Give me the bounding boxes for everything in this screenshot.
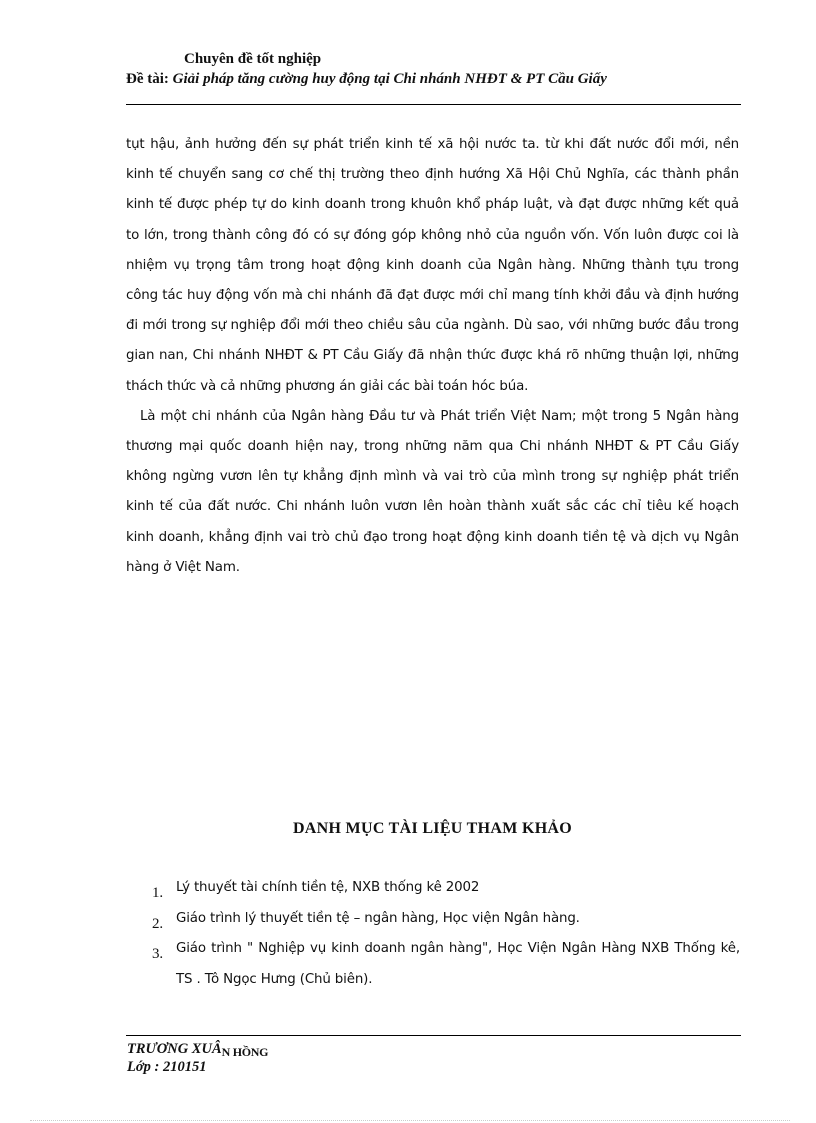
header-topic	[126, 69, 741, 89]
footer-divider	[126, 1035, 741, 1036]
header-divider	[126, 104, 741, 105]
reference-number: 3.	[152, 946, 163, 962]
footer-author-name: TRƯƠNG XUÂ	[127, 1041, 222, 1057]
reference-text: Giáo trình lý thuyết tiền tệ – ngân hàng, Học viện Ngân hàng.	[176, 910, 580, 926]
header-topic-title: Giải pháp tăng cường huy động tại Chi nhánh NHĐT & PT Cầu Giấy	[172, 71, 607, 87]
footer-class: Lớp : 210151	[127, 1059, 207, 1075]
reference-number: 2.	[152, 915, 163, 932]
page-header	[126, 49, 741, 89]
body-paragraph-1: tụt hậu, ảnh hưởng đến sự phát triển kinh tế xã hội nước ta. từ khi đất nước đổi mới, nền kinh tế chuyển sang cơ chế thị trường theo định hướng Xã Hội Chủ Nghĩa, các thành phần kinh tế được phép tự do kinh doanh trong khuôn khổ pháp luật, và đạt được những kết quả to lớn, trong thành công đó có sự đóng góp không nhỏ của nguồn vốn. Vốn luôn được coi là nhiệm vụ trọng tâm trong hoạt động kinh doanh của Ngân hàng. Những thành tựu trong công tác huy động vốn mà chi nhánh đã đạt được mới chỉ mang tính khởi đầu và định hướng đi mới trong sự nghiệp đổi mới theo chiều sâu của ngành. Dù sao, với những bước đầu trong gian nan, Chi nhánh NHĐT & PT Cầu Giấy đã nhận thức được khá rõ những thuận lợi, những thách thức và cả những phương án giải các bài toán hóc búa.	[126, 137, 739, 394]
body-paragraph-2: Là một chi nhánh của Ngân hàng Đầu tư và Phát triển Việt Nam; một trong 5 Ngân hàng thương mại quốc doanh hiện nay, trong những năm qua Chi nhánh NHĐT & PT Cầu Giấy không ngừng vươn lên tự khẳng định mình và vai trò của mình trong sự nghiệp phát triển kinh tế của đất nước. Chi nhánh luôn vươn lên hoàn thành xuất sắc các chỉ tiêu kế hoạch kinh doanh, khẳng định vai trò chủ đạo trong hoạt động kinh doanh tiền tệ và dịch vụ Ngân hàng ở Việt Nam.	[126, 408, 739, 575]
header-subtitle: Chuyên đề tốt nghiệp	[184, 51, 322, 67]
footer-author-name-tail: N HỒNG	[221, 1045, 269, 1059]
reference-item	[150, 873, 740, 904]
reference-text: Giáo trình " Nghiệp vụ kinh doanh ngân hàng", Học Viện Ngân Hàng NXB Thống kê, TS . Tô Ngọc Hưng (Chủ biên).	[176, 941, 740, 987]
page-edge	[30, 1120, 790, 1121]
references-list	[150, 873, 740, 995]
references-title: DANH MỤC TÀI LIỆU THAM KHẢO	[292, 820, 573, 837]
page-footer	[127, 1040, 268, 1076]
reference-text: Lý thuyết tài chính tiền tệ, NXB thống kê 2002	[176, 880, 480, 895]
header-topic-label: Đề tài:	[126, 71, 169, 87]
footer-author	[127, 1040, 268, 1058]
reference-item	[150, 904, 740, 935]
reference-number: 1.	[152, 885, 163, 901]
body-text	[126, 130, 739, 583]
reference-item	[150, 934, 740, 995]
